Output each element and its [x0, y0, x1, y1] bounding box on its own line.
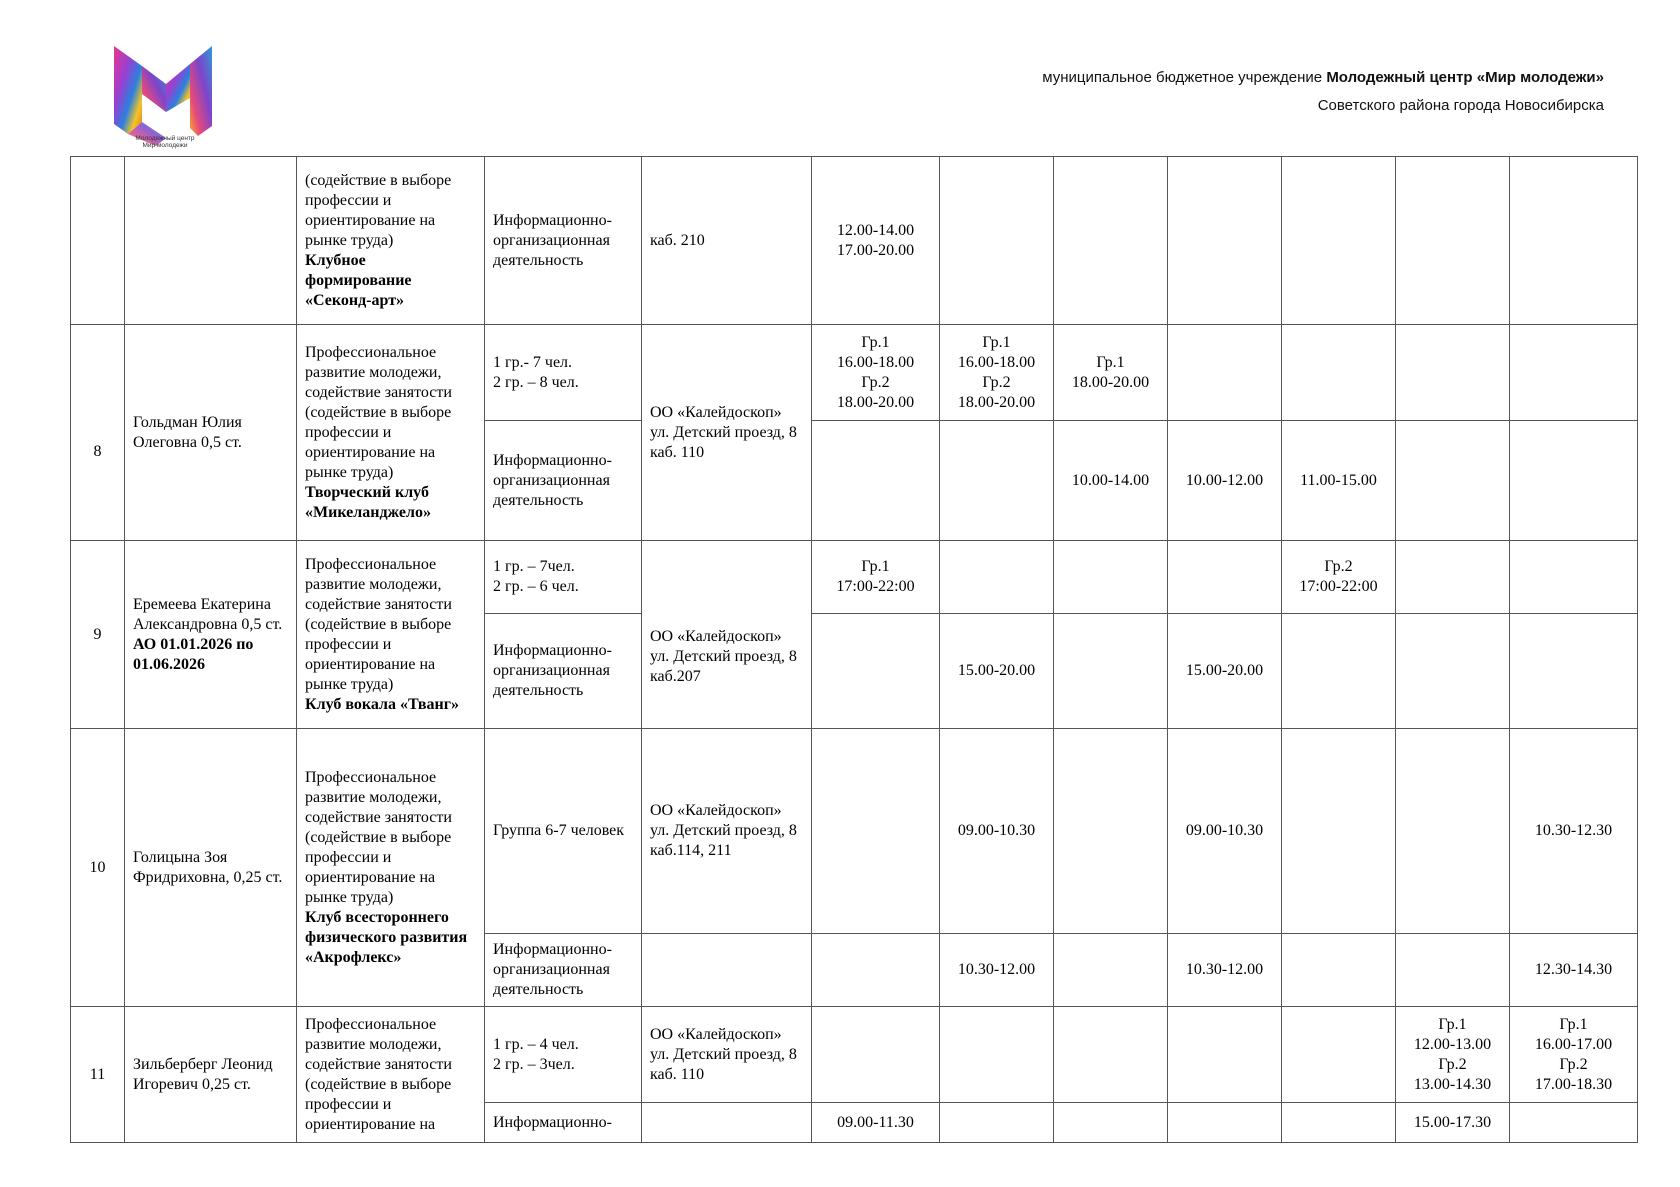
activity-cell: Информационно-организационная деятельность — [485, 157, 642, 325]
table-row — [71, 729, 1638, 934]
activity-cell: Информационно- — [485, 1103, 642, 1143]
time-cell: 09.00-10.30 — [1168, 729, 1282, 934]
time-cell: 10.30-12.30 — [1510, 729, 1638, 934]
time-cell: Гр.1 18.00-20.00 — [1054, 325, 1168, 421]
time-cell: 10.30-12.00 — [940, 934, 1054, 1007]
time-cell: Гр.1 16.00-18.00 Гр.2 18.00-20.00 — [940, 325, 1054, 421]
svg-text:Молодежный центр: Молодежный центр — [135, 135, 195, 142]
direction-cell: Профессиональное развитие молодежи, содействие занятости (содействие в выборе профессии и ориентирование на рынке труда) Клуб вокала «Тванг» — [297, 541, 485, 729]
time-cell: Гр.1 12.00-13.00 Гр.2 13.00-14.30 — [1396, 1007, 1510, 1103]
activity-cell: Информационно-организационная деятельность — [485, 934, 642, 1007]
row-number: 8 — [71, 325, 125, 541]
time-cell: Гр.2 17:00-22:00 — [1282, 541, 1396, 614]
groups-cell: 1 гр.- 7 чел. 2 гр. – 8 чел. — [485, 325, 642, 421]
time-cell: 15.00-20.00 — [940, 614, 1054, 729]
time-cell: 10.30-12.00 — [1168, 934, 1282, 1007]
activity-cell: Информационно-организационная деятельность — [485, 421, 642, 541]
organization-logo — [112, 42, 218, 150]
place-cell: ОО «Калейдоскоп» ул. Детский проезд, 8 каб.207 — [642, 541, 812, 729]
place-cell: ОО «Калейдоскоп» ул. Детский проезд, 8 каб.114, 211 — [642, 729, 812, 934]
direction-cell: Профессиональное развитие молодежи, содействие занятости (содействие в выборе профессии и ориентирование на рынке труда) Клуб всестороннего физического развития «Акрофлекс» — [297, 729, 485, 1007]
time-cell: 10.00-12.00 — [1168, 421, 1282, 541]
groups-cell: Группа 6-7 человек — [485, 729, 642, 934]
direction-cell: Профессиональное развитие молодежи, содействие занятости (содействие в выборе профессии и ориентирование на — [297, 1007, 485, 1143]
groups-cell: 1 гр. – 4 чел. 2 гр. – 3чел. — [485, 1007, 642, 1103]
row-number: 10 — [71, 729, 125, 1007]
time-cell: 12.30-14.30 — [1510, 934, 1638, 1007]
time-cell: 15.00-20.00 — [1168, 614, 1282, 729]
time-cell: Гр.1 16.00-17.00 Гр.2 17.00-18.30 — [1510, 1007, 1638, 1103]
time-cell: 11.00-15.00 — [1282, 421, 1396, 541]
svg-text:Мир молодежи: Мир молодежи — [142, 142, 188, 149]
time-cell: 15.00-17.30 — [1396, 1103, 1510, 1143]
header-district: Советского района города Новосибирска — [1317, 97, 1604, 114]
schedule-table — [70, 156, 1638, 1143]
row-number: 9 — [71, 541, 125, 729]
table-row — [71, 1007, 1638, 1103]
employee-name: Гольдман Юлия Олеговна 0,5 ст. — [125, 325, 297, 541]
place-cell: ОО «Калейдоскоп» ул. Детский проезд, 8 каб. 110 — [642, 1007, 812, 1103]
employee-name: Зильберберг Леонид Игоревич 0,25 ст. — [125, 1007, 297, 1143]
place-cell: каб. 210 — [642, 157, 812, 325]
activity-cell: Информационно-организационная деятельность — [485, 614, 642, 729]
time-cell: 10.00-14.00 — [1054, 421, 1168, 541]
time-cell: 09.00-10.30 — [940, 729, 1054, 934]
employee-name: Еремеева Екатерина Александровна 0,5 ст. АО 01.01.2026 по 01.06.2026 — [125, 541, 297, 729]
table-row — [71, 157, 1638, 325]
table-row — [71, 325, 1638, 421]
time-cell: Гр.1 16.00-18.00 Гр.2 18.00-20.00 — [812, 325, 940, 421]
time-cell: Гр.1 17:00-22:00 — [812, 541, 940, 614]
place-cell: ОО «Калейдоскоп» ул. Детский проезд, 8 каб. 110 — [642, 325, 812, 541]
direction-cell: (содействие в выборе профессии и ориентирование на рынке труда) Клубное формирование «Секонд-арт» — [297, 157, 485, 325]
direction-cell: Профессиональное развитие молодежи, содействие занятости (содействие в выборе профессии и ориентирование на рынке труда) Творческий клуб «Микеланджело» — [297, 325, 485, 541]
employee-name: Голицына Зоя Фридриховна, 0,25 ст. — [125, 729, 297, 1007]
row-number: 11 — [71, 1007, 125, 1143]
header-organization: муниципальное бюджетное учреждение Молодежный центр «Мир молодежи» — [1042, 69, 1604, 86]
time-cell: 09.00-11.30 — [812, 1103, 940, 1143]
table-row — [71, 541, 1638, 614]
groups-cell: 1 гр. – 7чел. 2 гр. – 6 чел. — [485, 541, 642, 614]
time-cell: 12.00-14.00 17.00-20.00 — [812, 157, 940, 325]
